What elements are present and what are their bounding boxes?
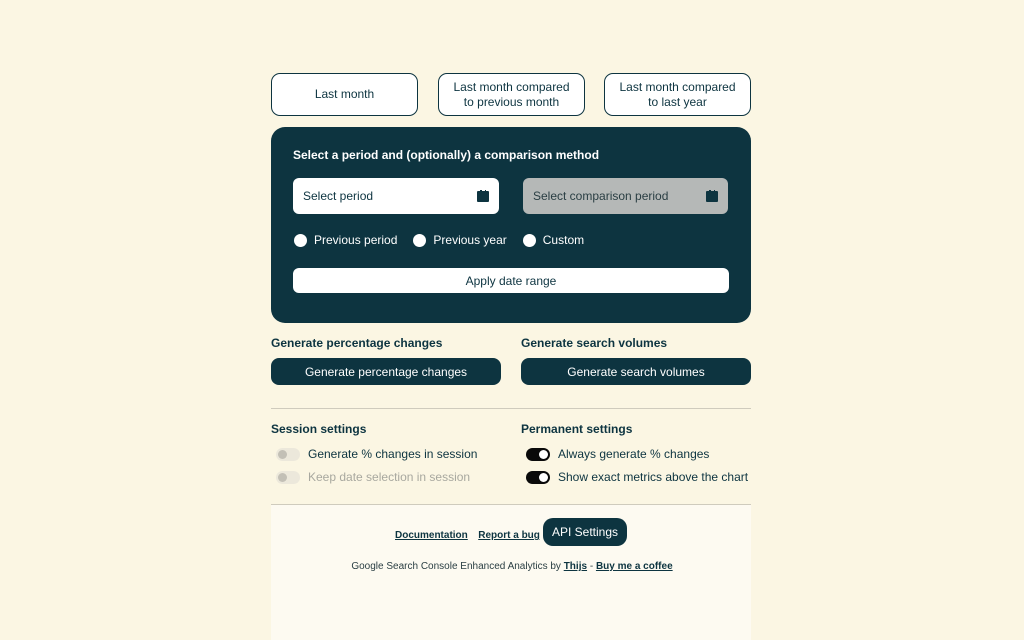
panel-title: Select a period and (optionally) a comparison method — [293, 148, 600, 162]
generate-volumes-label: Generate search volumes — [567, 364, 705, 379]
preset-compare-last-year-button[interactable] — [604, 73, 751, 116]
radio-label: Previous period — [314, 233, 398, 247]
radio-circle[interactable] — [413, 234, 426, 247]
setting-show-exact-metrics[interactable] — [526, 470, 748, 484]
generate-percentage-button[interactable] — [271, 358, 501, 385]
radio-label: Custom — [542, 233, 585, 247]
generate-percentage-label: Generate percentage changes — [304, 364, 468, 379]
credit-text: Google Search Console Enhanced Analytics by — [351, 561, 564, 572]
select-period-placeholder: Select period — [303, 189, 374, 203]
generate-volumes-heading: Generate search volumes — [521, 336, 668, 350]
api-settings-label: API Settings — [551, 525, 619, 539]
calendar-icon — [477, 191, 489, 202]
permanent-settings-heading: Permanent settings — [521, 422, 633, 436]
select-comparison-placeholder: Select comparison period — [533, 189, 669, 203]
preset-label: Last month — [314, 87, 375, 101]
radio-circle[interactable] — [294, 234, 307, 247]
apply-label: Apply date range — [465, 273, 557, 288]
setting-label: Keep date selection in session — [308, 470, 471, 484]
toggle-switch[interactable] — [526, 471, 550, 484]
radio-circle[interactable] — [523, 234, 536, 247]
generate-percentage-heading: Generate percentage changes — [271, 336, 443, 350]
select-comparison-period-input[interactable] — [523, 178, 728, 214]
setting-label: Always generate % changes — [558, 447, 710, 461]
documentation-link[interactable]: Documentation — [395, 530, 468, 541]
preset-last-month-button[interactable] — [271, 73, 418, 116]
preset-label: Last month compared to previous month — [453, 79, 570, 109]
calendar-icon — [706, 191, 718, 202]
toggle-switch[interactable] — [276, 448, 300, 461]
radio-previous-year[interactable] — [413, 233, 506, 247]
buy-coffee-link[interactable]: Buy me a coffee — [595, 561, 673, 572]
select-period-input[interactable] — [293, 178, 499, 214]
setting-session-pct-changes[interactable] — [276, 447, 477, 461]
toggle-switch[interactable] — [276, 471, 300, 484]
setting-label: Show exact metrics above the chart — [558, 470, 749, 484]
session-settings-heading: Session settings — [271, 422, 367, 436]
setting-session-keep-date[interactable] — [276, 470, 470, 484]
setting-always-pct-changes[interactable] — [526, 447, 709, 461]
radio-previous-period[interactable] — [294, 233, 397, 247]
credit-separator: - — [587, 561, 596, 572]
footer-links — [395, 525, 540, 543]
comparison-method-radio-group — [294, 233, 600, 247]
radio-custom[interactable] — [523, 233, 584, 247]
divider — [271, 408, 751, 409]
apply-date-range-button[interactable] — [293, 268, 729, 293]
report-bug-link[interactable]: Report a bug — [478, 530, 540, 541]
generate-volumes-button[interactable] — [521, 358, 751, 385]
preset-compare-previous-month-button[interactable] — [438, 73, 585, 116]
setting-label: Generate % changes in session — [308, 447, 478, 461]
api-settings-button[interactable] — [543, 518, 627, 546]
preset-label: Last month compared to last year — [619, 79, 736, 109]
toggle-switch[interactable] — [526, 448, 550, 461]
radio-label: Previous year — [433, 233, 507, 247]
date-range-panel — [271, 127, 751, 323]
author-link[interactable]: Thijs — [563, 561, 588, 572]
credit-line — [0, 561, 1024, 572]
